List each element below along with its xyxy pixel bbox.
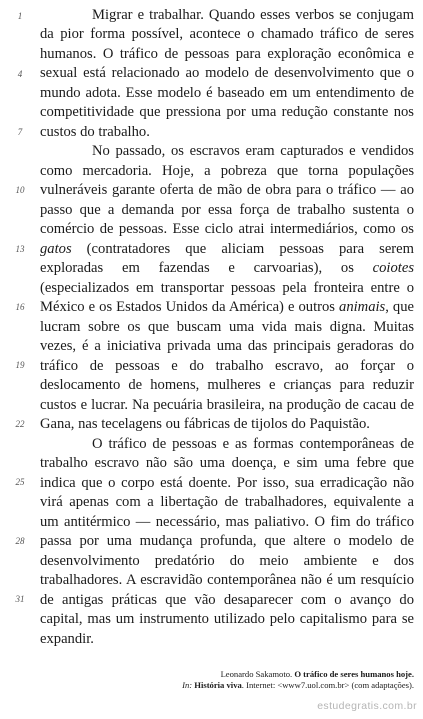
text-line: (especializados em transportar pessoas pela fronteira entre o — [40, 280, 414, 296]
text-line: da pior forma possível, acontece o chamado tráfico de seres — [40, 26, 414, 42]
text-line: expandir. — [40, 631, 94, 647]
text-line: México e os Estados Unidos da América) e outros animais, que — [40, 299, 414, 315]
text-line: exploradas em fazendas e carvoarias), os coiotes — [40, 260, 414, 276]
text-line: tráfico de pessoas e do trabalho escravo, ao forçar o — [40, 358, 414, 374]
text-line: Migrar e trabalhar. Quando esses verbos se conjugam — [92, 7, 414, 23]
line-number: 10 — [15, 185, 25, 195]
italic-term: coiotes — [372, 260, 414, 276]
text-line: desenvolvimento predatório do meio ambiente e dos — [40, 553, 414, 569]
text-line: passo que a demanda por essa força de trabalho sustenta o — [40, 202, 414, 218]
line-number: 22 — [15, 419, 25, 429]
text-line: O tráfico de pessoas e as formas contemporâneas de — [92, 436, 414, 452]
text-line: lucram sobre os que buscam uma vida mais digna. Muitas — [40, 319, 414, 335]
line-number: 25 — [15, 477, 25, 487]
text-line: virá apenas com a libertação de trabalhadores, equivalente a — [40, 494, 414, 510]
text-line: indica que o corpo está doente. Por isso, sua erradicação não — [40, 475, 414, 491]
text-line: gatos (contratadores que aliciam pessoas para serem — [40, 241, 414, 257]
text-line: como mercadoria. Hoje, a pobreza que torna populações — [40, 163, 414, 179]
line-number: 7 — [17, 127, 23, 137]
text-line: vezes, é a iniciativa privada uma das principais geradoras do — [40, 338, 414, 354]
line-number: 1 — [17, 11, 23, 21]
line-number: 28 — [15, 536, 25, 546]
source-publication-line — [30, 680, 414, 691]
italic-term: animais — [339, 299, 386, 315]
text-line: comércio de pessoas. Esse ciclo atrai intermediários, como os — [40, 221, 414, 237]
text-line: trabalhadores. A escravidão contemporânea não é um resquício — [40, 572, 414, 588]
source-author-line — [30, 669, 414, 680]
text-line: competitividade que pressiona por uma redução constante nos — [40, 104, 414, 120]
source-in-label: In: — [182, 680, 193, 690]
text-line: capital, mas um instrumento utilizado pelo capitalismo para se — [40, 611, 414, 627]
source-rest: . Internet: <www7.uol.com.br> (com adaptações). — [241, 680, 414, 690]
text-line: de antigas práticas que vão desaparecer com o avanço do — [40, 592, 414, 608]
source-publication: História viva — [194, 680, 242, 690]
text-line: trabalho escravo não são uma doença, e sim uma febre que — [40, 455, 414, 471]
text-line: sexual está relacionado ao modelo de desenvolvimento que o — [40, 65, 414, 81]
watermark: estudegratis.com.br — [317, 700, 417, 712]
text-line: No passado, os escravos eram capturados e vendidos — [92, 143, 414, 159]
italic-term: gatos — [40, 241, 72, 257]
text-line: humanos. O tráfico de pessoas para exploração econômica e — [40, 46, 414, 62]
text-line: Gana, nas tecelagens ou fábricas de tijolos do Paquistão. — [40, 416, 370, 432]
line-number: 31 — [15, 594, 25, 604]
line-number: 16 — [15, 302, 25, 312]
text-line: deslocamento de homens, mulheres e crianças para reduzir — [40, 377, 414, 393]
line-number: 4 — [17, 69, 23, 79]
line-number: 13 — [15, 244, 25, 254]
text-line: mundo adota. Esse modelo é baseado em um entendimento de — [40, 85, 414, 101]
text-line: custos e lucrar. Na pecuária brasileira, na produção de cacau de — [40, 397, 414, 413]
source-title: O tráfico de seres humanos hoje. — [294, 669, 414, 679]
text-line: passa por uma mudança profunda, que altere o modelo de — [40, 533, 414, 549]
text-line: um antitérmico — necessário, mas paliativo. O fim do tráfico — [40, 514, 414, 530]
text-line: vulneráveis garante oferta de mão de obra para o tráfico — ao — [40, 182, 414, 198]
text-line: custos do trabalho. — [40, 124, 150, 140]
source-author: Leonardo Sakamoto. — [220, 669, 293, 679]
line-number: 19 — [15, 360, 25, 370]
